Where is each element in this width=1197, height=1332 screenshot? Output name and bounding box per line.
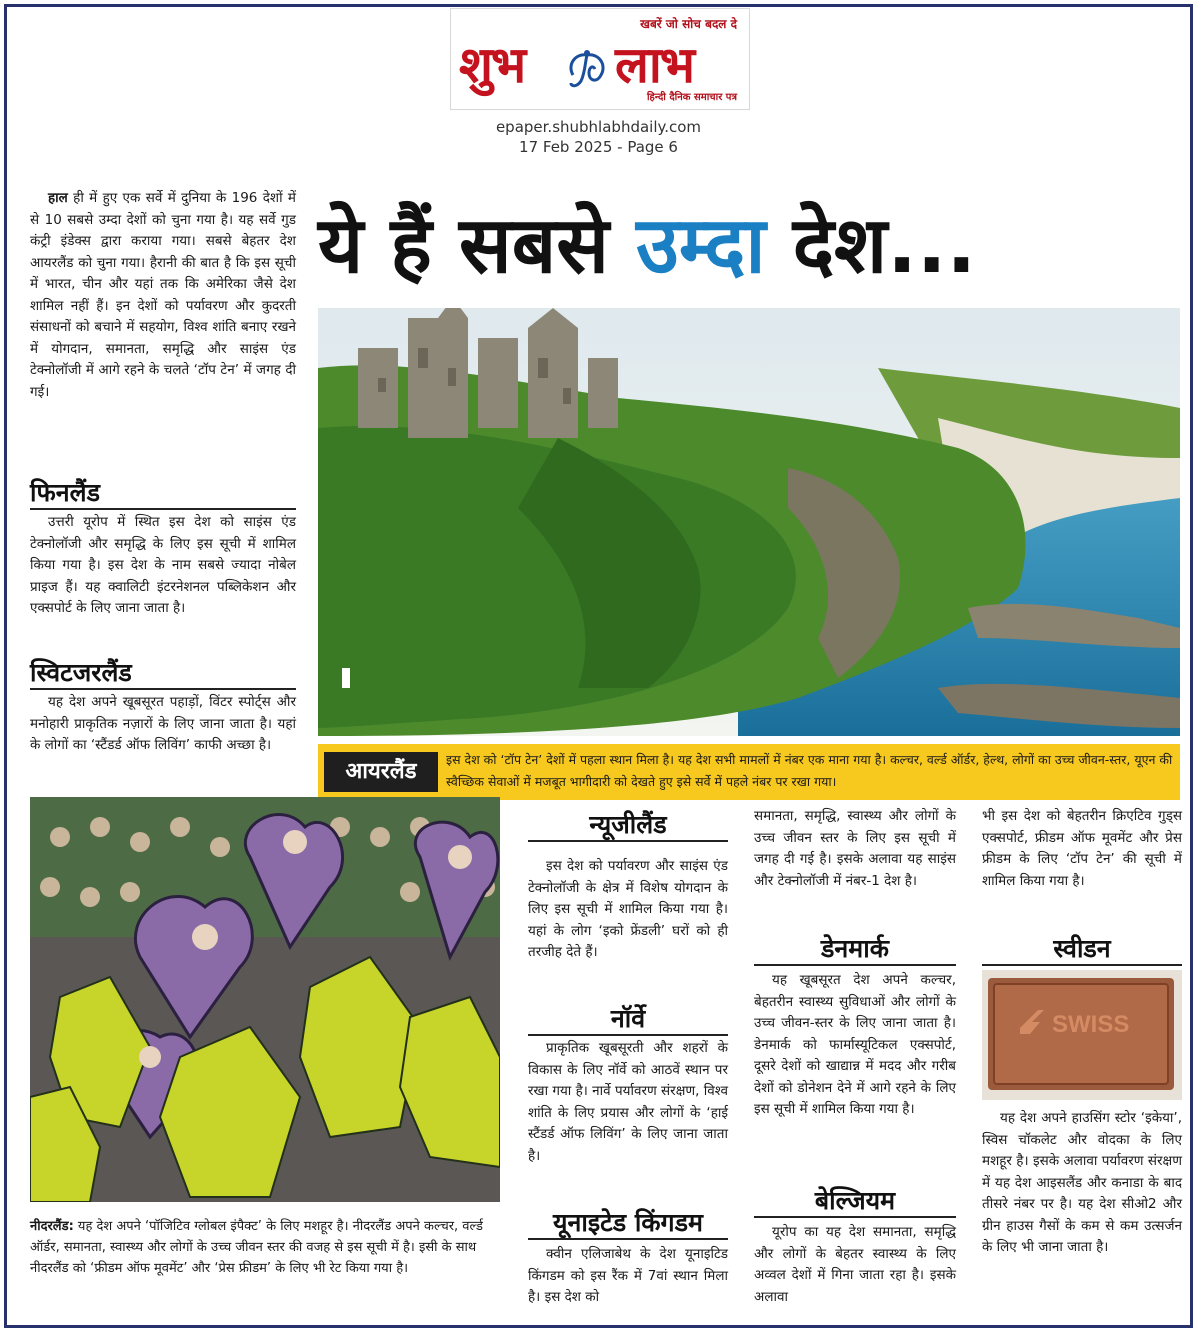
castle-landscape-illustration [318, 308, 1180, 736]
chocolate-brand-label: SWISS [1052, 1011, 1130, 1038]
switzerland-heading: स्विटजरलैंड [30, 658, 296, 690]
belgium-heading: बेल्जियम [754, 1186, 956, 1218]
uk-text [528, 1244, 728, 1309]
page-headline [318, 196, 1178, 296]
norway-text [528, 1038, 728, 1167]
denmark-heading: डेनमार्क [754, 934, 956, 966]
uk-heading: यूनाइटेड किंगडम [528, 1208, 728, 1240]
headline-accent: उम्दा [636, 201, 766, 291]
denmark-text [754, 970, 956, 1121]
newzealand-heading: न्यूजीलैंड [528, 810, 728, 842]
col4-top-text: भी इस देश को बेहतरीन क्रिएटिव गुड्स एक्सपोर्ट, फ्रीडम ऑफ मूवमेंट और प्रेस फ्रीडम के लिए ‘टॉप टेन’ की सूची में शामिल किया गया है। [982, 808, 1182, 889]
finland-text [30, 512, 296, 620]
newzealand-body: इस देश को पर्यावरण और साइंस एंड टेक्नोलॉजी के क्षेत्र में विशेष योगदान के लिए इस सूची में शामिल किया गया है। यहां के लोग ‘इको फ्रेंडली’ घरों को ही तरजीह देते हैं। [528, 858, 728, 960]
ireland-label: आयरलैंड [324, 752, 438, 792]
finland-body: उत्तरी यूरोप में स्थित इस देश को साइंस एंड टेक्नोलॉजी और समृद्धि के लिए इस सूची में शामिल किया गया है। इस देश के नाम सबसे ज्यादा नोबेल प्राइज हैं। यह क्वालिटी इंटरनेशनल पब्लिकेशन और एक्सपोर्ट के लिए जाना जाता है। [30, 514, 296, 616]
chocolate-bar-illustration [982, 970, 1182, 1100]
headline-part2: देश... [765, 201, 977, 291]
netherlands-parade-photo [30, 797, 500, 1202]
masthead-subtag: हिन्दी दैनिक समाचार पत्र [646, 92, 737, 103]
norway-body: प्राकृतिक खूबसूरती और शहरों के विकास के लिए नॉर्वे को आठवें स्थान पर रखा गया है। नार्वे पर्यावरण संरक्षण, विश्व शांति के लिए प्रयास और लोगों के ‘हाई स्टैंडर्ड ऑफ लिविंग’ के लिए जाना जाता है। [528, 1040, 728, 1164]
col3-top-text: समानता, समृद्धि, स्वास्थ्य और लोगों के उच्च जीवन स्तर के लिए इस सूची में जगह दी गई है। इसके अलावा यह साइंस और टेक्नोलॉजी में नंबर-1 देश है। [754, 808, 956, 889]
site-url[interactable]: epaper.shubhlabhdaily.com [495, 118, 702, 136]
norway-heading: नॉर्वे [528, 1004, 728, 1036]
masthead-tagline: खबरें जो सोच बदल दे [640, 17, 737, 31]
intro-lead: हाल [48, 190, 68, 206]
intro-text: ही में हुए एक सर्वे में दुनिया के 196 देशों में से 10 सबसे उम्दा देशों को चुना गया है। यह सर्वे गुड कंट्री इंडेक्स द्वारा कराया गया। सबसे बेहतर देश आयरलैंड को चुना गया। हैरानी की बात है कि इस सूची में भारत, चीन और यहां तक कि अमेरिका जैसे देश शामिल नहीं हैं। इन देशों को पर्यावरण और कुदरती संसाधनों को बचाने में सहयोग, विश्व शांति बनाए रखने में योगदान, समानता, समृद्धि और साइंस एंड टेक्नोलॉजी में आगे रहने के चलते ‘टॉप टेन’ में जगह दी गई। [30, 190, 296, 400]
parade-illustration [30, 797, 500, 1202]
switzerland-body: यह देश अपने खूबसूरत पहाड़ों, विंटर स्पोर्ट्स और मनोहारी प्राकृतिक नज़ारों के लिए जाना जाता है। यहां के लोगों का ‘स्टैंडर्ड ऑफ लिविंग’ काफी अच्छा है। [30, 694, 296, 753]
netherlands-label: नीदरलैंड: [30, 1219, 74, 1234]
uk-body: क्वीन एलिजाबेथ के देश यूनाइटिड किंगडम को इस रैंक में 7वां स्थान मिला है। इस देश को [528, 1246, 728, 1305]
date-page: 17 Feb 2025 - Page 6 [519, 138, 678, 156]
sweden-text [982, 1108, 1182, 1259]
logo-word-labh: लाभ [615, 35, 693, 94]
intro-paragraph [30, 188, 296, 403]
newzealand-text [528, 856, 728, 964]
finland-heading: फिनलैंड [30, 478, 296, 510]
ireland-caption-bar [318, 744, 1180, 800]
logo-word-shubh: शुभ [459, 35, 525, 94]
switzerland-text [30, 692, 296, 757]
denmark-body: यह खूबसूरत देश अपने कल्चर, बेहतरीन स्वास्थ्य सुविधाओं और लोगों के उच्च जीवन-स्तर के लिए जाना जाता है। डेनमार्क को फार्मास्यूटिकल एक्सपोर्ट, दूसरे देशों को खाद्यान्न में मदद और गरीब देशों को डोनेशन देने में आगे रहने के लिए इस सूची में शामिल किया गया है। [754, 972, 956, 1117]
ireland-caption-text: इस देश को ‘टॉप टेन’ देशों में पहला स्थान मिला है। यह देश सभी मामलों में नंबर एक माना गया है। कल्चर, वर्ल्ड ऑर्डर, हेल्थ, लोगों का उच्च जीवन-स्तर, यूएन की स्वैच्छिक सेवाओं में मजबूत भागीदारी को देखते हुए इसे सर्वे में पहले नंबर पर रखा गया। [446, 752, 1173, 789]
sweden-body: यह देश अपने हाउसिंग स्टोर ‘इकेया’, स्विस चॉकलेट और वोदका के लिए मशहूर है। इसके अलावा पर्यावरण संरक्षण में यह देश आइसलैंड और कनाडा के बाद तीसरे नंबर पर है। यह देश सीओ2 और ग्रीन हाउस गैसों के कम से कम उत्सर्जन के लिए भी जाना जाता है। [982, 1110, 1182, 1255]
belgium-body: यूरोप का यह देश समानता, समृद्धि और लोगों के बेहतर स्वास्थ्य के लिए अव्वल देशों में गिना जाता रहा है। इसके अलावा [754, 1224, 956, 1305]
ganesh-icon [563, 47, 611, 93]
ireland-castle-photo [318, 308, 1180, 736]
netherlands-caption [30, 1216, 500, 1279]
belgium-text [754, 1222, 956, 1308]
sweden-heading: स्वीडन [982, 934, 1182, 966]
swiss-chocolate-photo [982, 970, 1182, 1100]
headline-part1: ये हैं सबसे [318, 201, 637, 291]
netherlands-text: यह देश अपने ‘पॉजिटिव ग्लोबल इंपैक्ट’ के लिए मशहूर है। नीदरलैंड अपने कल्चर, वर्ल्ड ऑर्डर, समानता, स्वास्थ्य और लोगों के उच्च जीवन स्तर की वजह से इस सूची में है। इसी के साथ नीदरलैंड को ‘फ्रीडम ऑफ मूवमेंट’ और ‘प्रेस फ्रीडम’ के लिए भी रेट किया गया है। [30, 1219, 483, 1276]
masthead-logo[interactable] [450, 8, 750, 110]
